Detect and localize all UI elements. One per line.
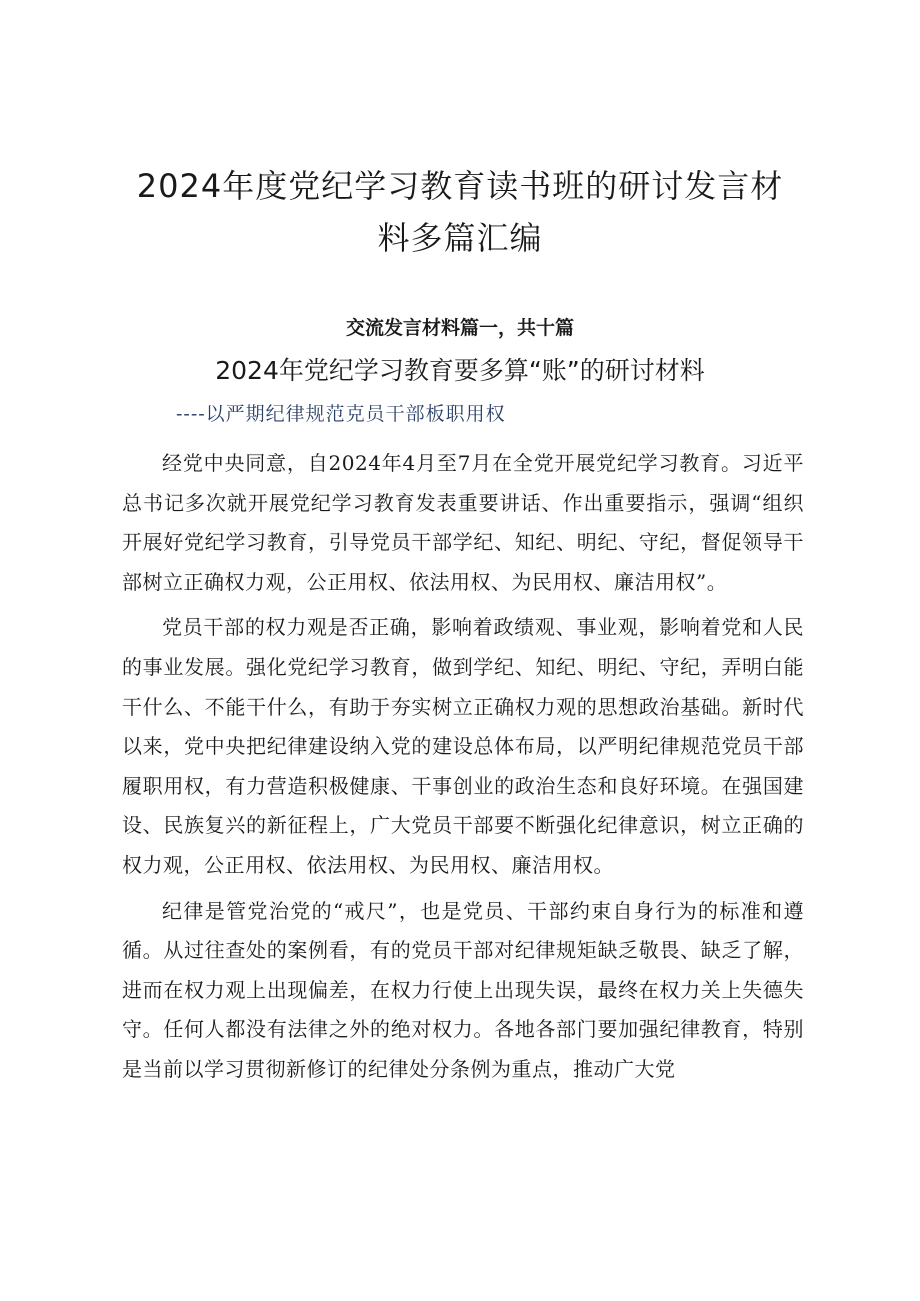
document-title (100, 160, 820, 264)
paragraph-1: 经党中央同意，自2024年4月至7月在全党开展党纪学习教育。习近平总书记多次就开展党纪学习教育发表重要讲话、作出重要指示，强调“组织开展好党纪学习教育，引导党员干部学纪、知纪、明纪、守纪，督促领导干部树立正确权力观，公正用权、依法用权、为民用权、廉洁用权”。 (122, 451, 804, 594)
document-title-line-2: 料多篇汇编 (377, 219, 543, 257)
paragraph-3: 纪律是管党治党的“戒尺”，也是党员、干部约束自身行为的标准和遵循。从过往查处的案例看，有的党员干部对纪律规矩缺乏敬畏、缺乏了解，进而在权力观上出现偏差，在权力行使上出现失误，最终在权力关上失德失守。任何人都没有法律之外的绝对权力。各地各部门要加强纪律教育，特别是当前以学习贯彻新修订的纪律处分条例为重点，推动广大党 (122, 898, 804, 1081)
article-body (122, 444, 804, 1096)
document-title-line-1: 2024年度党纪学习教育读书班的研讨发言材 (136, 167, 784, 205)
paragraph-2: 党员干部的权力观是否正确，影响着政绩观、事业观，影响着党和人民的事业发展。强化党纪学习教育，做到学纪、知纪、明纪、守纪，弄明白能干什么、不能干什么，有助于夯实树立正确权力观的思想政治基础。新时代以来，党中央把纪律建设纳入党的建设总体布局，以严明纪律规范党员干部履职用权，有力营造积极健康、干事创业的政治生态和良好环境。在强国建设、民族复兴的新征程上，广大党员干部要不断强化纪律意识，树立正确的权力观，公正用权、依法用权、为民用权、廉洁用权。 (122, 615, 804, 877)
article-title: 2024年党纪学习教育要多算“账”的研讨材料 (215, 356, 705, 385)
article-subtitle: ----以严期纪律规范克员干部板职用权 (176, 403, 506, 425)
section-label: 交流发言材料篇一，共十篇 (345, 317, 574, 339)
